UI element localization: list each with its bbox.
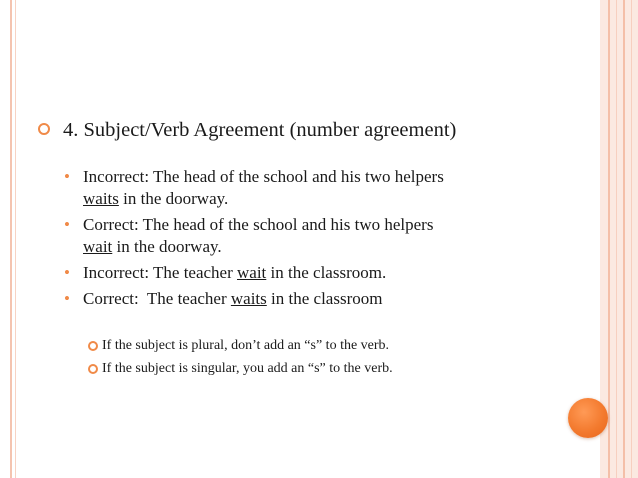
left-border-line bbox=[10, 0, 12, 478]
underlined-verb: waits bbox=[83, 189, 119, 208]
ring-bullet-icon bbox=[88, 341, 98, 351]
ring-bullet-icon bbox=[38, 123, 50, 135]
underlined-verb: waits bbox=[230, 289, 267, 308]
orange-circle-decoration bbox=[568, 398, 608, 438]
right-border-line bbox=[631, 0, 632, 478]
right-border-line bbox=[608, 0, 610, 478]
slide-content bbox=[36, 116, 576, 382]
underlined-verb: wait bbox=[83, 237, 113, 256]
heading-text: 4. Subject/Verb Agreement (number agreement) bbox=[63, 119, 457, 141]
example-list bbox=[36, 166, 576, 310]
list-item bbox=[36, 288, 576, 310]
ring-bullet-icon bbox=[88, 364, 98, 374]
list-item bbox=[36, 336, 576, 356]
list-item bbox=[36, 359, 576, 379]
bullet-line bbox=[83, 288, 576, 310]
right-decorative-band bbox=[600, 0, 638, 478]
left-border-line-thin bbox=[15, 0, 16, 478]
dot-bullet-icon: • bbox=[64, 263, 70, 282]
bullet-text: Incorrect: The teacher bbox=[83, 263, 238, 282]
list-item bbox=[36, 166, 576, 210]
list-item bbox=[36, 262, 576, 284]
dot-bullet-icon: • bbox=[64, 167, 70, 186]
list-item bbox=[36, 214, 576, 258]
bullet-line bbox=[83, 236, 576, 258]
underlined-verb: wait bbox=[237, 263, 267, 282]
bullet-line: Correct: The head of the school and his two helpers bbox=[83, 215, 434, 234]
bullet-text: in the doorway. bbox=[118, 189, 229, 208]
bullet-text: in the classroom bbox=[266, 289, 383, 308]
bullet-line bbox=[83, 262, 576, 284]
bullet-text: in the doorway. bbox=[112, 237, 222, 256]
dot-bullet-icon: • bbox=[64, 215, 70, 234]
right-border-line bbox=[623, 0, 625, 478]
rule-notes-list bbox=[36, 336, 576, 379]
bullet-text: in the classroom. bbox=[266, 263, 387, 282]
heading-bullet bbox=[36, 116, 576, 144]
dot-bullet-icon: • bbox=[64, 289, 70, 308]
note-text: If the subject is plural, don’t add an “s” to the verb. bbox=[102, 338, 390, 353]
note-text: If the subject is singular, you add an “s” to the verb. bbox=[102, 361, 393, 376]
right-border-line bbox=[616, 0, 617, 478]
bullet-line bbox=[83, 188, 576, 210]
bullet-text: Correct: The teacher bbox=[83, 289, 231, 308]
bullet-line: Incorrect: The head of the school and his two helpers bbox=[83, 167, 444, 186]
